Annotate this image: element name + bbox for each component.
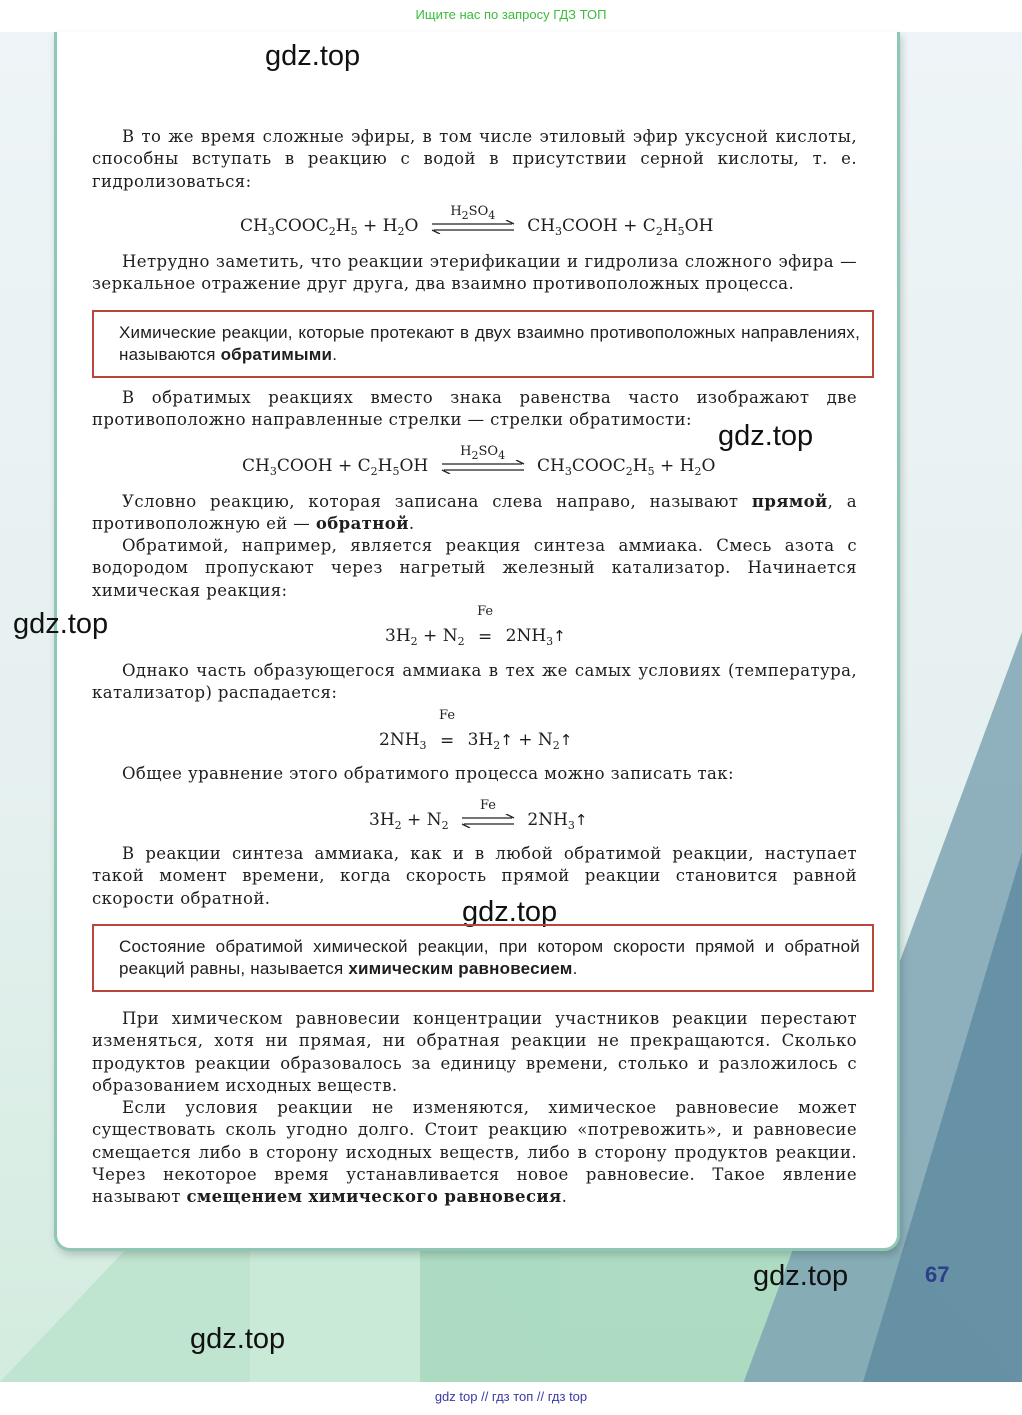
up-arrow-icon: ↑ (559, 731, 573, 749)
up-arrow-icon: ↑ (574, 811, 588, 829)
paragraph: Однако часть образующегося аммиака в тех же самых условиях (температура, катализатор) распадается: (92, 661, 857, 703)
equation-ammonia-decomposition: $2NH_3$ Fe = $3H_2↑$ + $N_2↑$ (379, 707, 573, 752)
watermark: gdz.top (753, 1260, 849, 1292)
footer: gdz top // гдз топ // гдз top (0, 1382, 1022, 1415)
paragraph: Если условия реакции не изменяются, химическое равновесие может существовать сколь угодно долго. Стоит реакцию «потревожить», и равновесие смещается либо в сторону исходных веществ, либо в сторону продуктов реакции. Через некоторое время устанавливается новое равновесие. Такое явление называют смещением химического равновесия. (92, 1098, 857, 1207)
paragraph: Обратимой, например, является реакция синтеза аммиака. Смесь азота с водородом пропускают через нагретый железный катализатор. Начинается химическая реакция: (92, 536, 857, 600)
definition-box-equilibrium: Состояние обратимой химической реакции, при котором скорости прямой и обратной реакций равны, называется химическим равновесием. (92, 924, 874, 992)
reversible-arrow-icon: $H_2SO_4$ (430, 220, 516, 234)
definition-box-reversible: Химические реакции, которые протекают в двух взаимно противоположных направлениях, называются обратимыми. (92, 310, 874, 378)
equation-ammonia-synthesis: $3H_2 + N_2$ Fe = $2NH_3↑$ (385, 603, 566, 648)
up-arrow-icon: ↑ (553, 627, 566, 645)
paragraph: Общее уравнение этого обратимого процесса можно записать так: (122, 764, 734, 783)
equation-esterification: $CH_3COOH + C_2H_5OH$ $H_2SO_4$ $CH_3COOC_2H_5 + H_2O$ (242, 443, 716, 478)
watermark: gdz.top (265, 40, 361, 72)
watermark: gdz.top (190, 1323, 286, 1355)
watermark: gdz.top (462, 896, 558, 928)
reversible-arrow-icon: Fe (460, 814, 516, 828)
paragraph: В обратимых реакциях вместо знака равенства часто изображают две противоположно направленные стрелки — стрелки обратимости: (92, 388, 857, 430)
equals-sign-icon: Fe = (439, 707, 456, 751)
paragraph: В то же время сложные эфиры, в том числе этиловый эфир уксусной кислоты, способны вступать в реакцию с водой в присутствии серной кислоты, т. е. гидролизоваться: (92, 127, 857, 191)
equation-ammonia-reversible: $3H_2 + N_2$ Fe $2NH_3↑$ (369, 797, 588, 832)
equation-hydrolysis: $CH_3COOC_2H_5 + H_2O$ $H_2SO_4$ $CH_3COOH + C_2H_5OH$ (240, 203, 714, 238)
top-banner: Ищите нас по запросу ГДЗ ТОП (0, 0, 1022, 32)
paragraph: В реакции синтеза аммиака, как и в любой обратимой реакции, наступает такой момент времени, когда скорость прямой реакции становится равной скорости обратной. (92, 844, 857, 908)
reversible-arrow-icon: $H_2SO_4$ (440, 460, 526, 474)
watermark: gdz.top (13, 608, 109, 640)
equals-sign-icon: Fe = (477, 603, 494, 647)
watermark: gdz.top (718, 420, 814, 452)
up-arrow-icon: ↑ (500, 731, 513, 749)
page-number: 67 (925, 1262, 950, 1287)
paragraph: При химическом равновесии концентрации участников реакции перестают изменяться, хотя ни прямая, ни обратная реакции не прекращаются. Сколько продуктов реакции образовалось за единицу времени, столько и разложилось с образованием исходных веществ. (92, 1009, 857, 1095)
paragraph: Нетрудно заметить, что реакции этерификации и гидролиза сложного эфира — зеркальное отражение друг друга, два взаимно противоположных процесса. (92, 252, 857, 294)
paragraph: Условно реакцию, которая записана слева направо, называют прямой, а противоположную ей — обратной. (92, 492, 857, 534)
